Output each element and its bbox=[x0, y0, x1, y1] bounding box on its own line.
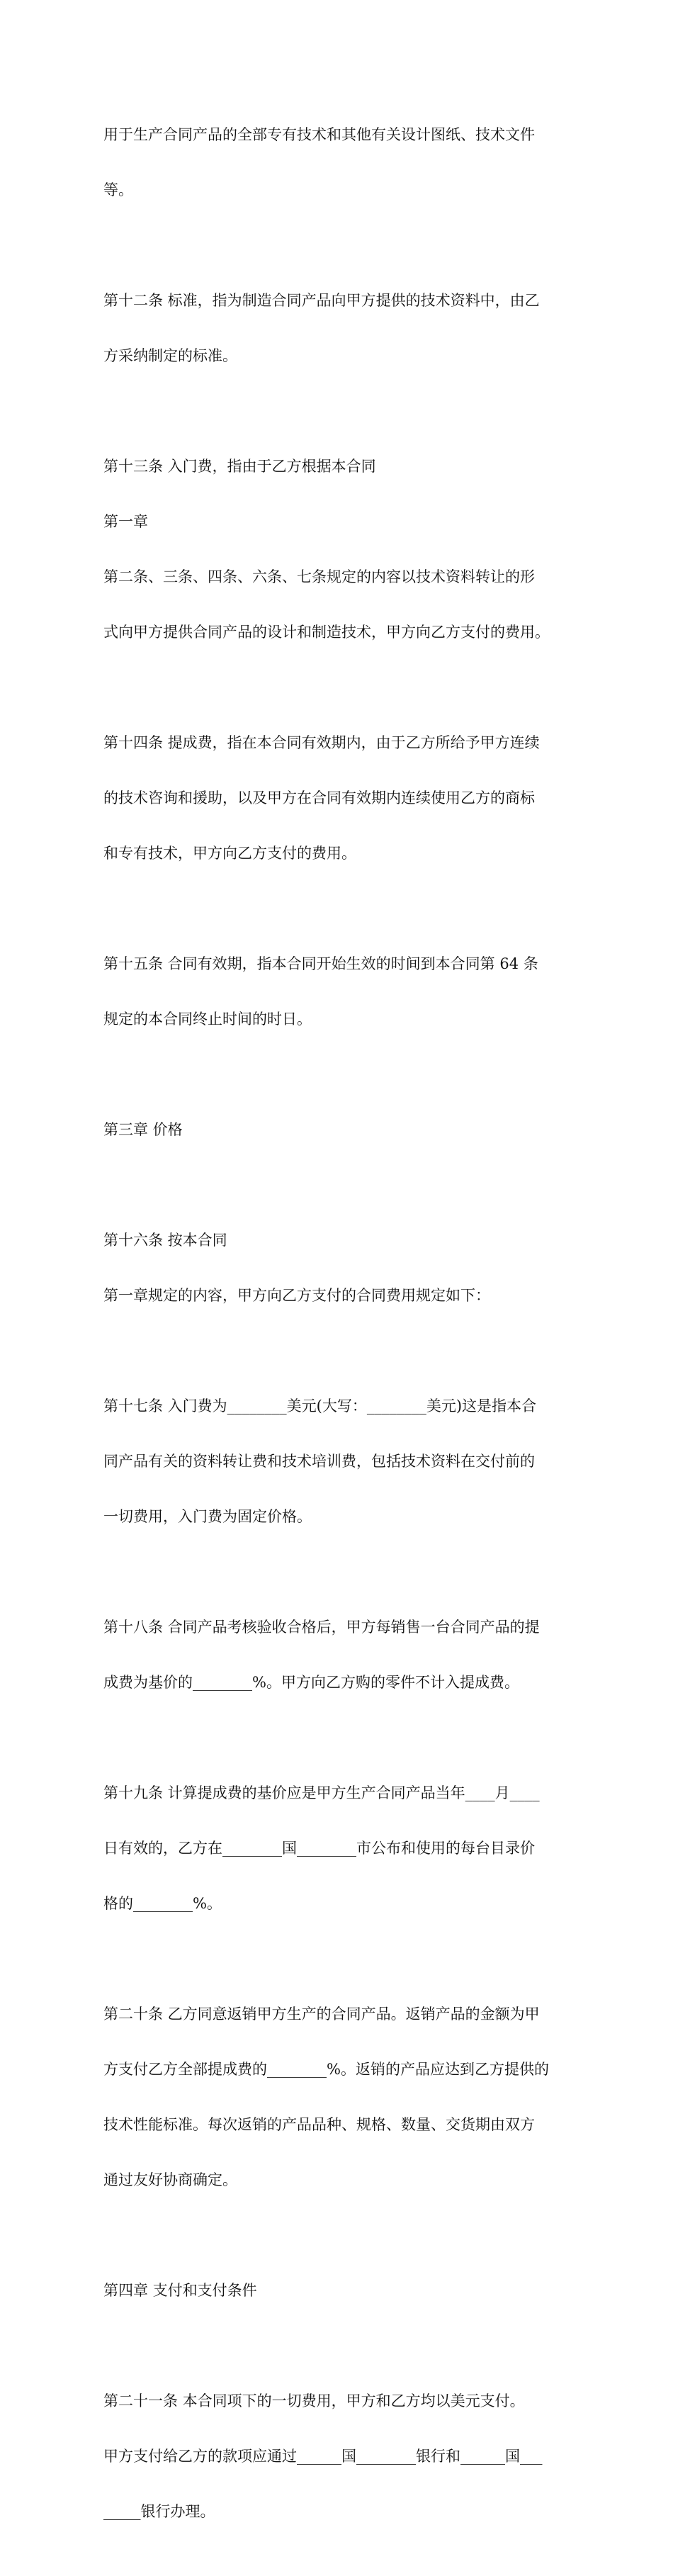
chapter-heading-3 bbox=[103, 1084, 575, 1176]
text-line: 第十九条 计算提成费的基价应是甲方生产合同产品当年____月____ bbox=[103, 1784, 540, 1801]
text-line: 第二十一条 本合同项下的一切费用，甲方和乙方均以美元支付。 bbox=[103, 2392, 525, 2409]
text-line: 第十三条 入门费，指由于乙方根据本合同 bbox=[103, 458, 376, 475]
chapter-heading-4 bbox=[103, 2244, 575, 2336]
paragraph-article-15 bbox=[103, 918, 575, 1065]
paragraph-article-18 bbox=[103, 1581, 575, 1728]
text-line: 第十六条 按本合同 bbox=[103, 1232, 227, 1249]
text-line: 第十八条 合同产品考核验收合格后，甲方每销售一台合同产品的提 bbox=[103, 1619, 540, 1636]
text-line: 第二条、三条、四条、六条、七条规定的内容以技术资料转让的形 bbox=[103, 568, 535, 585]
text-line: 第一章 bbox=[103, 513, 148, 530]
text-line: 通过友好协商确定。 bbox=[103, 2171, 237, 2188]
text-line: 第十二条 标准，指为制造合同产品向甲方提供的技术资料中，由乙 bbox=[103, 292, 540, 309]
paragraph-article-13 bbox=[103, 420, 575, 678]
paragraph-definition-technology bbox=[103, 89, 575, 236]
chapter-title: 第四章 支付和支付条件 bbox=[103, 2282, 257, 2299]
paragraph-article-21 bbox=[103, 2355, 575, 2558]
paragraph-article-17 bbox=[103, 1360, 575, 1563]
paragraph-article-19 bbox=[103, 1747, 575, 1950]
text-line: 第十七条 入门费为________美元(大写：________美元)这是指本合 bbox=[103, 1397, 537, 1414]
text-line: 的技术咨询和援助，以及甲方在合同有效期内连续使用乙方的商标 bbox=[103, 789, 535, 806]
text-line: _____银行办理。 bbox=[103, 2503, 215, 2520]
paragraph-article-20 bbox=[103, 1968, 575, 2226]
paragraph-article-14 bbox=[103, 697, 575, 899]
text-line: 一切费用，入门费为固定价格。 bbox=[103, 1508, 312, 1525]
text-line: 用于生产合同产品的全部专有技术和其他有关设计图纸、技术文件 bbox=[103, 126, 535, 143]
text-line: 甲方支付给乙方的款项应通过______国________银行和______国___ bbox=[103, 2448, 543, 2465]
text-line: 式向甲方提供合同产品的设计和制造技术，甲方向乙方支付的费用。 bbox=[103, 624, 550, 641]
paragraph-article-16 bbox=[103, 1194, 575, 1342]
text-line: 格的________%。 bbox=[103, 1895, 222, 1912]
text-line: 等。 bbox=[103, 181, 133, 198]
text-line: 方采纳制定的标准。 bbox=[103, 347, 237, 364]
text-line: 同产品有关的资料转让费和技术培训费，包括技术资料在交付前的 bbox=[103, 1453, 535, 1470]
text-line: 第十五条 合同有效期，指本合同开始生效的时间到本合同第 64 条 bbox=[103, 955, 538, 972]
text-line: 第十四条 提成费，指在本合同有效期内，由于乙方所给予甲方连续 bbox=[103, 734, 540, 751]
text-line: 日有效的，乙方在________国________市公布和使用的每台目录价 bbox=[103, 1840, 535, 1857]
paragraph-article-12 bbox=[103, 254, 575, 402]
text-line: 成费为基价的________%。甲方向乙方购的零件不计入提成费。 bbox=[103, 1674, 519, 1691]
text-line: 方支付乙方全部提成费的________%。返销的产品应达到乙方提供的 bbox=[103, 2061, 549, 2078]
document-page bbox=[103, 89, 575, 2576]
text-line: 第一章规定的内容，甲方向乙方支付的合同费用规定如下： bbox=[103, 1287, 490, 1304]
text-line: 规定的本合同终止时间的时日。 bbox=[103, 1011, 312, 1028]
text-line: 第二十条 乙方同意返销甲方生产的合同产品。返销产品的金额为甲 bbox=[103, 2006, 540, 2023]
text-line: 技术性能标准。每次返销的产品品种、规格、数量、交货期由双方 bbox=[103, 2116, 535, 2133]
text-line: 和专有技术，甲方向乙方支付的费用。 bbox=[103, 845, 356, 862]
chapter-title: 第三章 价格 bbox=[103, 1121, 183, 1138]
